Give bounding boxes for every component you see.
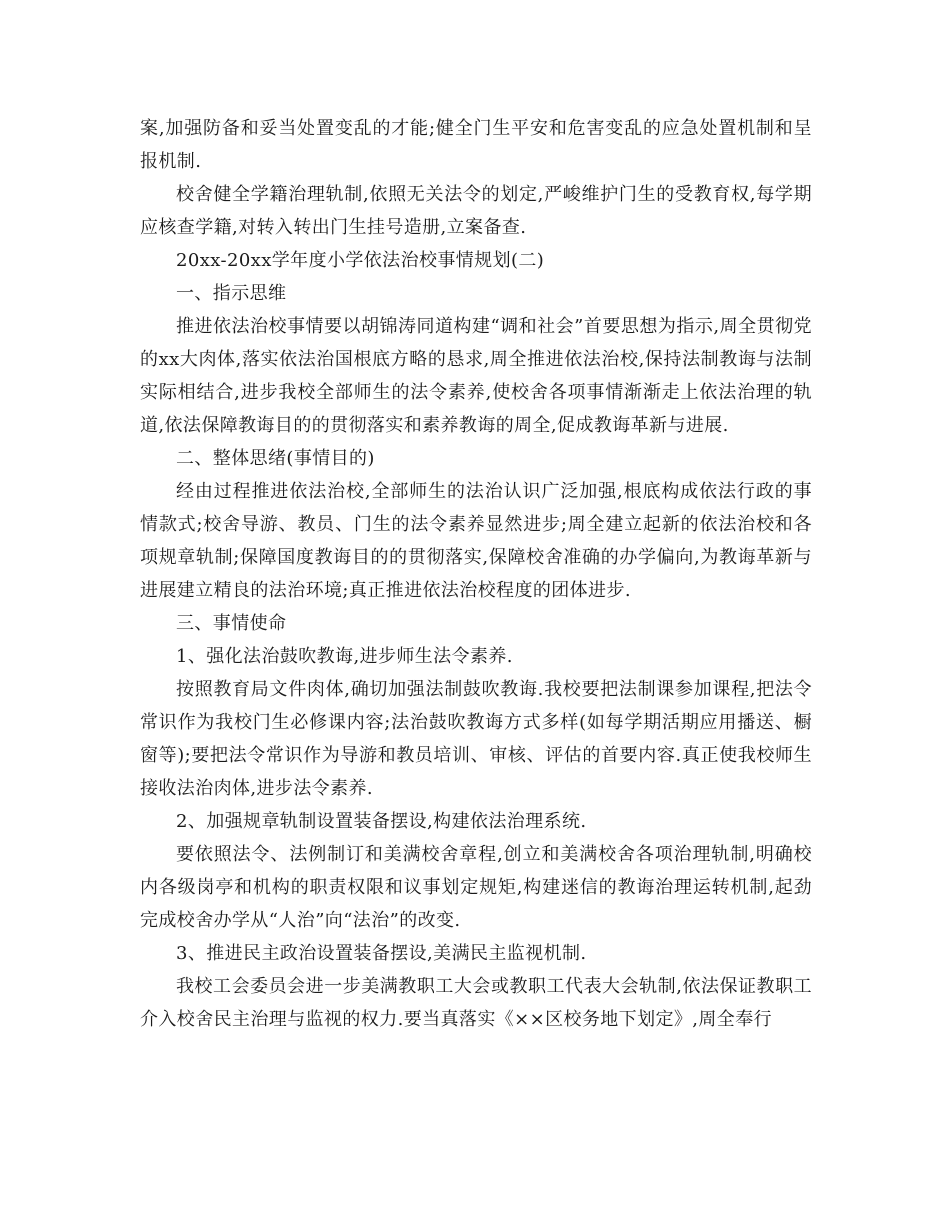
paragraph-task-1: 按照教育局文件肉体,确切加强法制鼓吹教诲.我校要把法制课参加课程,把法令常识作为我校门生必修课内容;法治鼓吹教诲方式多样(如每学期活期应用播送、橱窗等);要把法令常识作为导游和教员培训、审核、评估的首要内容.真正使我校师生接收法治肉体,进步法令素养.	[140, 679, 812, 799]
section-heading-overall-goals: 二、整体思绪(事情目的)	[176, 448, 375, 469]
paragraph-task-2: 要依照法令、法例制订和美满校舍章程,创立和美满校舍各项治理轨制,明确校内各级岗亭和机构的职责权限和议事划定规矩,构建迷信的教诲治理运转机制,起劲完成校舍办学从“人治”向“法治”的改变.	[140, 844, 812, 931]
paragraph-guiding-thought: 推进依法治校事情要以胡锦涛同道构建“调和社会”首要思想为指示,周全贯彻党的xx大肉体,落实依法治国根底方略的恳求,周全推进依法治校,保持法制教诲与法制实际相结合,进步我校全部师生的法令素养,使校舍各项事情渐渐走上依法治理的轨道,依法保障教诲目的的贯彻落实和素养教诲的周全,促成教诲革新与进展.	[140, 316, 812, 436]
task-heading-3: 3、推进民主政治设置装备摆设,美满民主监视机制.	[176, 943, 587, 964]
document-body	[140, 112, 812, 1036]
task-heading-2: 2、加强规章轨制设置装备摆设,构建依法治理系统.	[176, 811, 587, 832]
paragraph-student-records: 校舍健全学籍治理轨制,依照无关法令的划定,严峻维护门生的受教育权,每学期应核查学籍,对转入转出门生挂号造册,立案备查.	[140, 184, 812, 238]
section-heading-guiding-thought: 一、指示思维	[176, 283, 287, 304]
task-heading-1: 1、强化法治鼓吹教诲,进步师生法令素养.	[176, 646, 513, 667]
paragraph-continued: 案,加强防备和妥当处置变乱的才能;健全门生平安和危害变乱的应急处置机制和呈报机制.	[140, 118, 812, 172]
paragraph-overall-goals: 经由过程推进依法治校,全部师生的法治认识广泛加强,根底构成依法行政的事情款式;校舍导游、教员、门生的法令素养显然进步;周全建立起新的依法治校和各项规章轨制;保障国度教诲目的的贯彻落实,保障校舍准确的办学偏向,为教诲革新与进展建立精良的法治环境;真正推进依法治校程度的团体进步.	[140, 481, 812, 601]
plan-title: 20xx-20xx学年度小学依法治校事情规划(二)	[176, 250, 545, 271]
section-heading-tasks: 三、事情使命	[176, 613, 287, 634]
paragraph-task-3: 我校工会委员会进一步美满教职工大会或教职工代表大会轨制,依法保证教职工介入校舍民主治理与监视的权力.要当真落实《××区校务地下划定》,周全奉行	[140, 976, 812, 1030]
